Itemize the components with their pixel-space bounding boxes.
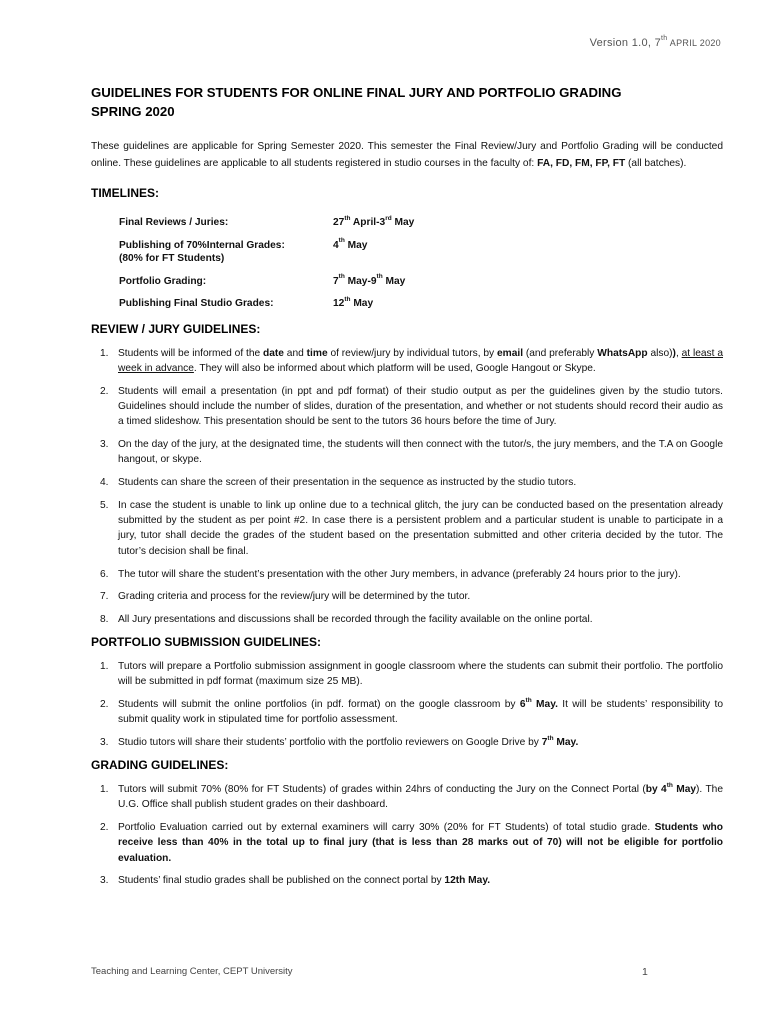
timelines-table — [119, 216, 414, 320]
timeline-label: Publishing of 70%Internal Grades: (80% for FT Students) — [119, 239, 285, 264]
timeline-label: Final Reviews / Juries: — [119, 217, 229, 228]
list-item: 3. Studio tutors will share their students’ portfolio with the portfolio reviewers on Google Drive by 7th May. — [100, 734, 579, 749]
version-label: Version 1.0, 7th APRIL 2020 — [589, 35, 721, 49]
timelines-heading: TIMELINES: — [91, 186, 159, 200]
grading-heading: GRADING GUIDELINES: — [91, 757, 229, 772]
timeline-date: 12th May — [333, 295, 374, 309]
list-item: 1. Tutors will prepare a Portfolio submission assignment in google classroom where the students can submit their portfolio. The portfolio will be submitted in pdf format (maximum size 25 MB). — [100, 660, 723, 688]
timeline-label: Publishing Final Studio Grades: — [119, 298, 274, 309]
document-title — [91, 83, 723, 121]
review-list — [91, 346, 723, 628]
list-item: 2. Students will submit the online portfolios (in pdf. format) on the google classroom by 6th May. It will be students’ responsibility to submit quality work in stipulated time for portfolio assessment. — [100, 696, 723, 726]
timeline-date: 7th May-9th May — [333, 273, 406, 287]
timeline-label: Portfolio Grading: — [119, 275, 207, 287]
list-item: 2. Portfolio Evaluation carried out by external examiners will carry 30% (20% for FT Students) of total studio grade. Students who receive less than 40% in the total up to final jury (that is less than 28 marks out of 70) will not be eligible for portfolio evaluation. — [100, 822, 723, 864]
list-item: 2. Students will email a presentation (in ppt and pdf format) of their studio output as per the guidelines given by the studio tutors. Guidelines should include the number of slides, duration of the presentation, and whether or not students should record their audio as a timed slideshow. This presentation should be sent to the tutors 36 hours before the time of Jury. — [100, 385, 723, 428]
list-item: 5. In case the student is unable to link up online due to a technical glitch, the jury can be conducted based on the presentation already submitted by the student as per point #2. In case there is a persistent problem and a particular student is unable to participate in a jury, tutor shall decide the grades of the student based on the presentation submitted and other criteria decided by the tutor. The tutor’s decision shall be final. — [100, 499, 723, 557]
portfolio-list — [91, 659, 723, 750]
footer-organization: Teaching and Learning Center, CEPT University — [91, 966, 293, 977]
timeline-date: 27th April-3rd May — [333, 214, 415, 228]
list-item: 1. Students will be informed of the date and time of review/jury by individual tutors, by email (and preferably WhatsApp also)), at least a week in advance. They will also be informed about which platform will be used, Google Hangout or Skype. — [100, 347, 723, 374]
timeline-date: 4th May — [333, 237, 368, 251]
list-item: 7. Grading criteria and process for the review/jury will be determined by the tutor. — [100, 591, 471, 603]
list-item: 3. On the day of the jury, at the designated time, the students will then connect with the tutor/s, the jury members, and the T.A on Google hangout, or skype. — [100, 438, 723, 466]
portfolio-heading: PORTFOLIO SUBMISSION GUIDELINES: — [91, 634, 322, 649]
list-item: 6. The tutor will share the student’s presentation with the other Jury members, in advance (preferably 24 hours prior to the jury). — [100, 568, 681, 580]
review-heading: REVIEW / JURY GUIDELINES: — [91, 321, 261, 336]
page-number: 1 — [642, 966, 648, 978]
timeline-row — [119, 297, 414, 320]
list-item: 4. Students can share the screen of their presentation in the sequence as instructed by the studio tutors. — [100, 477, 577, 489]
list-item: 1. Tutors will submit 70% (80% for FT Students) of grades within 24hrs of conducting the Jury on the Connect Portal (by 4th May). The U.G. Office shall publish student grades on their dashboard. — [100, 781, 723, 811]
document-body — [91, 83, 723, 896]
timeline-row — [119, 239, 414, 275]
timeline-row — [119, 216, 414, 239]
grading-list — [91, 782, 723, 889]
title-line-2: SPRING 2020 — [91, 104, 175, 119]
intro-paragraph: These guidelines are applicable for Spring Semester 2020. This semester the Final Review/Jury and Portfolio Grading will be conducted online. These guidelines are applicable to all students registered in studio courses in the faculty of: FA, FD, FM, FP, FT (all batches). — [91, 141, 723, 169]
list-item: 8. All Jury presentations and discussions shall be recorded through the facility available on the online portal. — [100, 614, 593, 626]
list-item: 3. Students’ final studio grades shall be published on the connect portal by 12th May. — [100, 875, 491, 887]
title-line-1: GUIDELINES FOR STUDENTS FOR ONLINE FINAL JURY AND PORTFOLIO GRADING — [91, 85, 622, 100]
timeline-row — [119, 275, 414, 298]
